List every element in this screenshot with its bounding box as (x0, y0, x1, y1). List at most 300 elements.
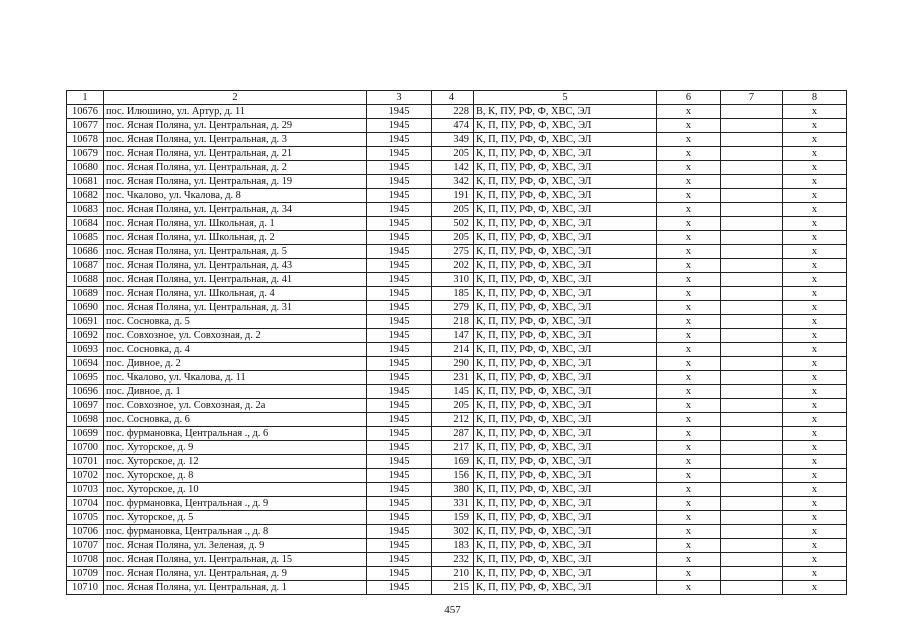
col-8-mark-cell: х (783, 525, 847, 539)
table-row (67, 371, 847, 385)
area-cell: 183 (432, 539, 474, 553)
table-row (67, 133, 847, 147)
col-6-mark-cell: х (657, 511, 721, 525)
area-cell: 191 (432, 189, 474, 203)
utilities-cell: К, П, ПУ, РФ, Ф, ХВС, ЭЛ (474, 133, 657, 147)
record-number-cell: 10694 (67, 357, 104, 371)
table-row (67, 399, 847, 413)
col-6-mark-cell: х (657, 315, 721, 329)
utilities-cell: К, П, ПУ, РФ, Ф, ХВС, ЭЛ (474, 203, 657, 217)
address-cell: пос. Ясная Поляна, ул. Центральная, д. 2 (104, 161, 367, 175)
year-built-cell: 1945 (367, 399, 432, 413)
table-row (67, 343, 847, 357)
year-built-cell: 1945 (367, 553, 432, 567)
record-number-cell: 10687 (67, 259, 104, 273)
col-7-mark-cell (721, 483, 783, 497)
record-number-cell: 10691 (67, 315, 104, 329)
address-cell: пос. Сосновка, д. 6 (104, 413, 367, 427)
utilities-cell: К, П, ПУ, РФ, Ф, ХВС, ЭЛ (474, 259, 657, 273)
col-7-mark-cell (721, 427, 783, 441)
col-7-mark-cell (721, 189, 783, 203)
address-cell: пос. Ясная Поляна, ул. Центральная, д. 31 (104, 301, 367, 315)
table-row (67, 245, 847, 259)
area-cell: 228 (432, 105, 474, 119)
record-number-cell: 10677 (67, 119, 104, 133)
col-8-mark-cell: х (783, 427, 847, 441)
utilities-cell: В, К, ПУ, РФ, Ф, ХВС, ЭЛ (474, 105, 657, 119)
record-number-cell: 10678 (67, 133, 104, 147)
col-7-mark-cell (721, 175, 783, 189)
col-8-mark-cell: х (783, 203, 847, 217)
record-number-cell: 10703 (67, 483, 104, 497)
col-7-mark-cell (721, 133, 783, 147)
registry-table (66, 90, 847, 595)
address-cell: пос. Ясная Поляна, ул. Школьная, д. 1 (104, 217, 367, 231)
record-number-cell: 10701 (67, 455, 104, 469)
area-cell: 290 (432, 357, 474, 371)
col-7-mark-cell (721, 329, 783, 343)
year-built-cell: 1945 (367, 385, 432, 399)
utilities-cell: К, П, ПУ, РФ, Ф, ХВС, ЭЛ (474, 343, 657, 357)
utilities-cell: К, П, ПУ, РФ, Ф, ХВС, ЭЛ (474, 441, 657, 455)
year-built-cell: 1945 (367, 357, 432, 371)
utilities-cell: К, П, ПУ, РФ, Ф, ХВС, ЭЛ (474, 231, 657, 245)
address-cell: пос. Хуторское, д. 8 (104, 469, 367, 483)
address-cell: пос. Чкалово, ул. Чкалова, д. 8 (104, 189, 367, 203)
area-cell: 205 (432, 399, 474, 413)
table-row (67, 483, 847, 497)
year-built-cell: 1945 (367, 161, 432, 175)
col-8-mark-cell: х (783, 455, 847, 469)
year-built-cell: 1945 (367, 133, 432, 147)
col-6-mark-cell: х (657, 287, 721, 301)
utilities-cell: К, П, ПУ, РФ, Ф, ХВС, ЭЛ (474, 189, 657, 203)
col-8-mark-cell: х (783, 315, 847, 329)
col-6-mark-cell: х (657, 427, 721, 441)
address-cell: пос. Дивное, д. 1 (104, 385, 367, 399)
col-6-mark-cell: х (657, 133, 721, 147)
col-7-mark-cell (721, 497, 783, 511)
record-number-cell: 10706 (67, 525, 104, 539)
col-8-mark-cell: х (783, 175, 847, 189)
col-6-mark-cell: х (657, 105, 721, 119)
col-7-mark-cell (721, 273, 783, 287)
table-row (67, 161, 847, 175)
table-row (67, 469, 847, 483)
utilities-cell: К, П, ПУ, РФ, Ф, ХВС, ЭЛ (474, 161, 657, 175)
utilities-cell: К, П, ПУ, РФ, Ф, ХВС, ЭЛ (474, 315, 657, 329)
address-cell: пос. Илюшино, ул. Артур, д. 11 (104, 105, 367, 119)
col-6-mark-cell: х (657, 329, 721, 343)
record-number-cell: 10696 (67, 385, 104, 399)
record-number-cell: 10679 (67, 147, 104, 161)
address-cell: пос. Ясная Поляна, ул. Школьная, д. 4 (104, 287, 367, 301)
col-6-mark-cell: х (657, 371, 721, 385)
utilities-cell: К, П, ПУ, РФ, Ф, ХВС, ЭЛ (474, 385, 657, 399)
utilities-cell: К, П, ПУ, РФ, Ф, ХВС, ЭЛ (474, 567, 657, 581)
utilities-cell: К, П, ПУ, РФ, Ф, ХВС, ЭЛ (474, 273, 657, 287)
col-7-mark-cell (721, 245, 783, 259)
record-number-cell: 10692 (67, 329, 104, 343)
col-6-mark-cell: х (657, 413, 721, 427)
col-7-mark-cell (721, 441, 783, 455)
year-built-cell: 1945 (367, 301, 432, 315)
address-cell: пос. Ясная Поляна, ул. Центральная, д. 9 (104, 567, 367, 581)
col-7-mark-cell (721, 203, 783, 217)
area-cell: 214 (432, 343, 474, 357)
utilities-cell: К, П, ПУ, РФ, Ф, ХВС, ЭЛ (474, 469, 657, 483)
record-number-cell: 10676 (67, 105, 104, 119)
record-number-cell: 10707 (67, 539, 104, 553)
address-cell: пос. Ясная Поляна, ул. Центральная, д. 34 (104, 203, 367, 217)
record-number-cell: 10705 (67, 511, 104, 525)
address-cell: пос. Дивное, д. 2 (104, 357, 367, 371)
address-cell: пос. Хуторское, д. 12 (104, 455, 367, 469)
col-6-mark-cell: х (657, 469, 721, 483)
address-cell: пос. Ясная Поляна, ул. Центральная, д. 43 (104, 259, 367, 273)
year-built-cell: 1945 (367, 287, 432, 301)
col-8-mark-cell: х (783, 553, 847, 567)
table-row (67, 301, 847, 315)
col-8-mark-cell: х (783, 259, 847, 273)
year-built-cell: 1945 (367, 189, 432, 203)
col-7-mark-cell (721, 161, 783, 175)
col-8-mark-cell: х (783, 539, 847, 553)
utilities-cell: К, П, ПУ, РФ, Ф, ХВС, ЭЛ (474, 525, 657, 539)
year-built-cell: 1945 (367, 259, 432, 273)
utilities-cell: К, П, ПУ, РФ, Ф, ХВС, ЭЛ (474, 357, 657, 371)
year-built-cell: 1945 (367, 175, 432, 189)
col-6-mark-cell: х (657, 497, 721, 511)
area-cell: 275 (432, 245, 474, 259)
col-6-mark-cell: х (657, 525, 721, 539)
col-6-mark-cell: х (657, 483, 721, 497)
utilities-cell: К, П, ПУ, РФ, Ф, ХВС, ЭЛ (474, 119, 657, 133)
table-row (67, 511, 847, 525)
col-6-mark-cell: х (657, 119, 721, 133)
utilities-cell: К, П, ПУ, РФ, Ф, ХВС, ЭЛ (474, 483, 657, 497)
col-6-mark-cell: х (657, 301, 721, 315)
col-7-mark-cell (721, 119, 783, 133)
utilities-cell: К, П, ПУ, РФ, Ф, ХВС, ЭЛ (474, 217, 657, 231)
col-6-mark-cell: х (657, 343, 721, 357)
record-number-cell: 10681 (67, 175, 104, 189)
col-6-mark-cell: х (657, 175, 721, 189)
area-cell: 142 (432, 161, 474, 175)
col-7-mark-cell (721, 231, 783, 245)
area-cell: 205 (432, 147, 474, 161)
record-number-cell: 10710 (67, 581, 104, 595)
col-7-mark-cell (721, 539, 783, 553)
col-8-mark-cell: х (783, 217, 847, 231)
col-8-mark-cell: х (783, 581, 847, 595)
col-7-mark-cell (721, 315, 783, 329)
table-row (67, 287, 847, 301)
year-built-cell: 1945 (367, 469, 432, 483)
col-6-mark-cell: х (657, 441, 721, 455)
col-6-mark-cell: х (657, 231, 721, 245)
address-cell: пос. Ясная Поляна, ул. Школьная, д. 2 (104, 231, 367, 245)
year-built-cell: 1945 (367, 441, 432, 455)
table-row (67, 315, 847, 329)
col-6-mark-cell: х (657, 553, 721, 567)
col-8-mark-cell: х (783, 119, 847, 133)
col-6-mark-cell: х (657, 385, 721, 399)
area-cell: 185 (432, 287, 474, 301)
address-cell: пос. фурмановка, Центральная ., д. 8 (104, 525, 367, 539)
table-row (67, 385, 847, 399)
col-8-mark-cell: х (783, 567, 847, 581)
year-built-cell: 1945 (367, 427, 432, 441)
record-number-cell: 10702 (67, 469, 104, 483)
record-number-cell: 10709 (67, 567, 104, 581)
col-8-mark-cell: х (783, 483, 847, 497)
table-row (67, 581, 847, 595)
col-6-mark-cell: х (657, 189, 721, 203)
table-row (67, 567, 847, 581)
record-number-cell: 10688 (67, 273, 104, 287)
year-built-cell: 1945 (367, 105, 432, 119)
col-8-mark-cell: х (783, 301, 847, 315)
table-row (67, 455, 847, 469)
address-cell: пос. Ясная Поляна, ул. Центральная, д. 5 (104, 245, 367, 259)
utilities-cell: К, П, ПУ, РФ, Ф, ХВС, ЭЛ (474, 175, 657, 189)
table-row (67, 497, 847, 511)
record-number-cell: 10697 (67, 399, 104, 413)
table-row (67, 357, 847, 371)
year-built-cell: 1945 (367, 231, 432, 245)
table-row (67, 259, 847, 273)
area-cell: 287 (432, 427, 474, 441)
table-row (67, 441, 847, 455)
address-cell: пос. Совхозное, ул. Совхозная, д. 2а (104, 399, 367, 413)
col-7-mark-cell (721, 511, 783, 525)
year-built-cell: 1945 (367, 413, 432, 427)
utilities-cell: К, П, ПУ, РФ, Ф, ХВС, ЭЛ (474, 371, 657, 385)
year-built-cell: 1945 (367, 329, 432, 343)
col-8-mark-cell: х (783, 105, 847, 119)
col-6-mark-cell: х (657, 399, 721, 413)
area-cell: 279 (432, 301, 474, 315)
col-8-mark-cell: х (783, 497, 847, 511)
address-cell: пос. Хуторское, д. 10 (104, 483, 367, 497)
col-7-mark-cell (721, 553, 783, 567)
address-cell: пос. Ясная Поляна, ул. Центральная, д. 29 (104, 119, 367, 133)
col-7-mark-cell (721, 105, 783, 119)
area-cell: 217 (432, 441, 474, 455)
table-row (67, 539, 847, 553)
header-cell-5: 5 (474, 91, 657, 105)
col-8-mark-cell: х (783, 343, 847, 357)
col-6-mark-cell: х (657, 259, 721, 273)
record-number-cell: 10699 (67, 427, 104, 441)
col-6-mark-cell: х (657, 161, 721, 175)
record-number-cell: 10689 (67, 287, 104, 301)
col-8-mark-cell: х (783, 371, 847, 385)
utilities-cell: К, П, ПУ, РФ, Ф, ХВС, ЭЛ (474, 399, 657, 413)
record-number-cell: 10693 (67, 343, 104, 357)
col-7-mark-cell (721, 357, 783, 371)
col-6-mark-cell: х (657, 245, 721, 259)
table-row (67, 147, 847, 161)
col-7-mark-cell (721, 469, 783, 483)
utilities-cell: К, П, ПУ, РФ, Ф, ХВС, ЭЛ (474, 427, 657, 441)
record-number-cell: 10683 (67, 203, 104, 217)
col-8-mark-cell: х (783, 511, 847, 525)
record-number-cell: 10700 (67, 441, 104, 455)
area-cell: 212 (432, 413, 474, 427)
utilities-cell: К, П, ПУ, РФ, Ф, ХВС, ЭЛ (474, 539, 657, 553)
table-row (67, 119, 847, 133)
year-built-cell: 1945 (367, 511, 432, 525)
area-cell: 205 (432, 231, 474, 245)
col-8-mark-cell: х (783, 245, 847, 259)
col-8-mark-cell: х (783, 147, 847, 161)
col-7-mark-cell (721, 567, 783, 581)
address-cell: пос. Совхозное, ул. Совхозная, д. 2 (104, 329, 367, 343)
table-row (67, 203, 847, 217)
col-8-mark-cell: х (783, 385, 847, 399)
col-6-mark-cell: х (657, 539, 721, 553)
col-8-mark-cell: х (783, 329, 847, 343)
address-cell: пос. Сосновка, д. 5 (104, 315, 367, 329)
area-cell: 310 (432, 273, 474, 287)
record-number-cell: 10686 (67, 245, 104, 259)
col-6-mark-cell: х (657, 217, 721, 231)
record-number-cell: 10685 (67, 231, 104, 245)
utilities-cell: К, П, ПУ, РФ, Ф, ХВС, ЭЛ (474, 511, 657, 525)
col-7-mark-cell (721, 343, 783, 357)
table-row (67, 105, 847, 119)
header-row (67, 91, 847, 105)
header-cell-7: 7 (721, 91, 783, 105)
record-number-cell: 10682 (67, 189, 104, 203)
address-cell: пос. фурмановка, Центральная ., д. 9 (104, 497, 367, 511)
header-cell-3: 3 (367, 91, 432, 105)
record-number-cell: 10695 (67, 371, 104, 385)
year-built-cell: 1945 (367, 245, 432, 259)
year-built-cell: 1945 (367, 497, 432, 511)
area-cell: 215 (432, 581, 474, 595)
area-cell: 342 (432, 175, 474, 189)
col-6-mark-cell: х (657, 357, 721, 371)
record-number-cell: 10698 (67, 413, 104, 427)
col-7-mark-cell (721, 301, 783, 315)
area-cell: 502 (432, 217, 474, 231)
col-7-mark-cell (721, 287, 783, 301)
year-built-cell: 1945 (367, 539, 432, 553)
table-row (67, 413, 847, 427)
col-7-mark-cell (721, 259, 783, 273)
area-cell: 210 (432, 567, 474, 581)
col-7-mark-cell (721, 581, 783, 595)
address-cell: пос. Ясная Поляна, ул. Центральная, д. 3 (104, 133, 367, 147)
year-built-cell: 1945 (367, 315, 432, 329)
utilities-cell: К, П, ПУ, РФ, Ф, ХВС, ЭЛ (474, 245, 657, 259)
col-6-mark-cell: х (657, 147, 721, 161)
area-cell: 147 (432, 329, 474, 343)
address-cell: пос. Ясная Поляна, ул. Центральная, д. 19 (104, 175, 367, 189)
table-row (67, 175, 847, 189)
page-number: 457 (444, 604, 461, 616)
table-row (67, 427, 847, 441)
col-8-mark-cell: х (783, 189, 847, 203)
area-cell: 169 (432, 455, 474, 469)
address-cell: пос. Ясная Поляна, ул. Центральная, д. 15 (104, 553, 367, 567)
area-cell: 218 (432, 315, 474, 329)
utilities-cell: К, П, ПУ, РФ, Ф, ХВС, ЭЛ (474, 497, 657, 511)
address-cell: пос. Ясная Поляна, ул. Центральная, д. 41 (104, 273, 367, 287)
address-cell: пос. Хуторское, д. 5 (104, 511, 367, 525)
col-7-mark-cell (721, 455, 783, 469)
utilities-cell: К, П, ПУ, РФ, Ф, ХВС, ЭЛ (474, 413, 657, 427)
header-cell-4: 4 (432, 91, 474, 105)
col-8-mark-cell: х (783, 287, 847, 301)
col-8-mark-cell: х (783, 399, 847, 413)
record-number-cell: 10684 (67, 217, 104, 231)
utilities-cell: К, П, ПУ, РФ, Ф, ХВС, ЭЛ (474, 329, 657, 343)
area-cell: 474 (432, 119, 474, 133)
year-built-cell: 1945 (367, 483, 432, 497)
area-cell: 349 (432, 133, 474, 147)
col-8-mark-cell: х (783, 231, 847, 245)
area-cell: 159 (432, 511, 474, 525)
year-built-cell: 1945 (367, 567, 432, 581)
address-cell: пос. Ясная Поляна, ул. Центральная, д. 21 (104, 147, 367, 161)
col-7-mark-cell (721, 525, 783, 539)
record-number-cell: 10690 (67, 301, 104, 315)
table-row (67, 231, 847, 245)
header-cell-1: 1 (67, 91, 104, 105)
col-6-mark-cell: х (657, 273, 721, 287)
table-row (67, 189, 847, 203)
year-built-cell: 1945 (367, 203, 432, 217)
col-8-mark-cell: х (783, 469, 847, 483)
col-7-mark-cell (721, 371, 783, 385)
address-cell: пос. Сосновка, д. 4 (104, 343, 367, 357)
col-6-mark-cell: х (657, 581, 721, 595)
year-built-cell: 1945 (367, 147, 432, 161)
col-8-mark-cell: х (783, 413, 847, 427)
year-built-cell: 1945 (367, 217, 432, 231)
year-built-cell: 1945 (367, 119, 432, 133)
record-number-cell: 10704 (67, 497, 104, 511)
col-8-mark-cell: х (783, 357, 847, 371)
header-cell-2: 2 (104, 91, 367, 105)
area-cell: 231 (432, 371, 474, 385)
table-row (67, 553, 847, 567)
table-row (67, 273, 847, 287)
area-cell: 232 (432, 553, 474, 567)
col-8-mark-cell: х (783, 273, 847, 287)
address-cell: пос. Ясная Поляна, ул. Центральная, д. 1 (104, 581, 367, 595)
year-built-cell: 1945 (367, 371, 432, 385)
table-row (67, 217, 847, 231)
col-7-mark-cell (721, 385, 783, 399)
year-built-cell: 1945 (367, 273, 432, 287)
header-cell-8: 8 (783, 91, 847, 105)
utilities-cell: К, П, ПУ, РФ, Ф, ХВС, ЭЛ (474, 147, 657, 161)
table-row (67, 525, 847, 539)
col-8-mark-cell: х (783, 161, 847, 175)
year-built-cell: 1945 (367, 343, 432, 357)
address-cell: пос. Хуторское, д. 9 (104, 441, 367, 455)
col-6-mark-cell: х (657, 455, 721, 469)
col-6-mark-cell: х (657, 203, 721, 217)
utilities-cell: К, П, ПУ, РФ, Ф, ХВС, ЭЛ (474, 301, 657, 315)
area-cell: 302 (432, 525, 474, 539)
col-7-mark-cell (721, 217, 783, 231)
